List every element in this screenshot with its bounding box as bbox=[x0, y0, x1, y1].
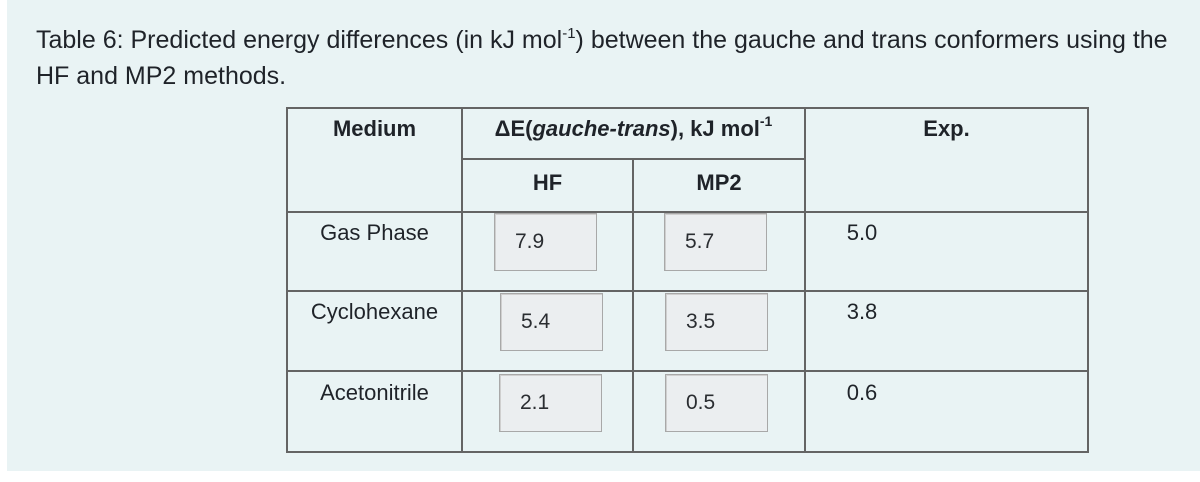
cell-medium: Acetonitrile bbox=[320, 380, 429, 405]
cell-hf-value: 7.9 bbox=[494, 213, 597, 271]
cell-exp-value: 0.6 bbox=[846, 380, 878, 405]
header-delta-suffix: ), kJ mol bbox=[670, 116, 760, 141]
table-border-top bbox=[286, 107, 1089, 109]
cell-hf-value: 5.4 bbox=[500, 293, 603, 351]
header-mp2: MP2 bbox=[696, 170, 742, 195]
caption-text-end: ) between the gauche and trans conformers using the HF and MP2 methods. bbox=[36, 26, 1168, 90]
cell-mp2-value: 3.5 bbox=[665, 293, 768, 351]
cell-mp2-value: 0.5 bbox=[665, 374, 768, 432]
header-delta-italic: gauche-trans bbox=[532, 116, 671, 141]
header-delta-superscript: -1 bbox=[759, 113, 773, 129]
caption-text-start: Table 6: Predicted energy differences (in kJ mol bbox=[36, 26, 563, 54]
header-medium: Medium bbox=[332, 116, 417, 141]
header-delta-e bbox=[463, 113, 804, 142]
caption-superscript: -1 bbox=[562, 25, 576, 42]
cell-mp2-value: 5.7 bbox=[664, 213, 767, 271]
cell-exp-value: 5.0 bbox=[846, 220, 878, 245]
table-border-bottom bbox=[286, 451, 1089, 453]
table-caption bbox=[36, 22, 1176, 94]
table-border-right bbox=[1087, 107, 1089, 453]
cell-medium: Cyclohexane bbox=[310, 299, 439, 324]
header-exp: Exp. bbox=[923, 116, 970, 141]
divider-hf-mp2 bbox=[632, 159, 634, 453]
header-delta-prefix: ΔE( bbox=[494, 116, 533, 141]
cell-hf-value: 2.1 bbox=[499, 374, 602, 432]
divider-row2 bbox=[286, 370, 1089, 372]
cell-medium: Gas Phase bbox=[320, 220, 429, 245]
header-hf: HF bbox=[532, 170, 563, 195]
divider-row1 bbox=[286, 290, 1089, 292]
cell-exp-value: 3.8 bbox=[846, 299, 878, 324]
divider-subheader bbox=[461, 158, 806, 160]
